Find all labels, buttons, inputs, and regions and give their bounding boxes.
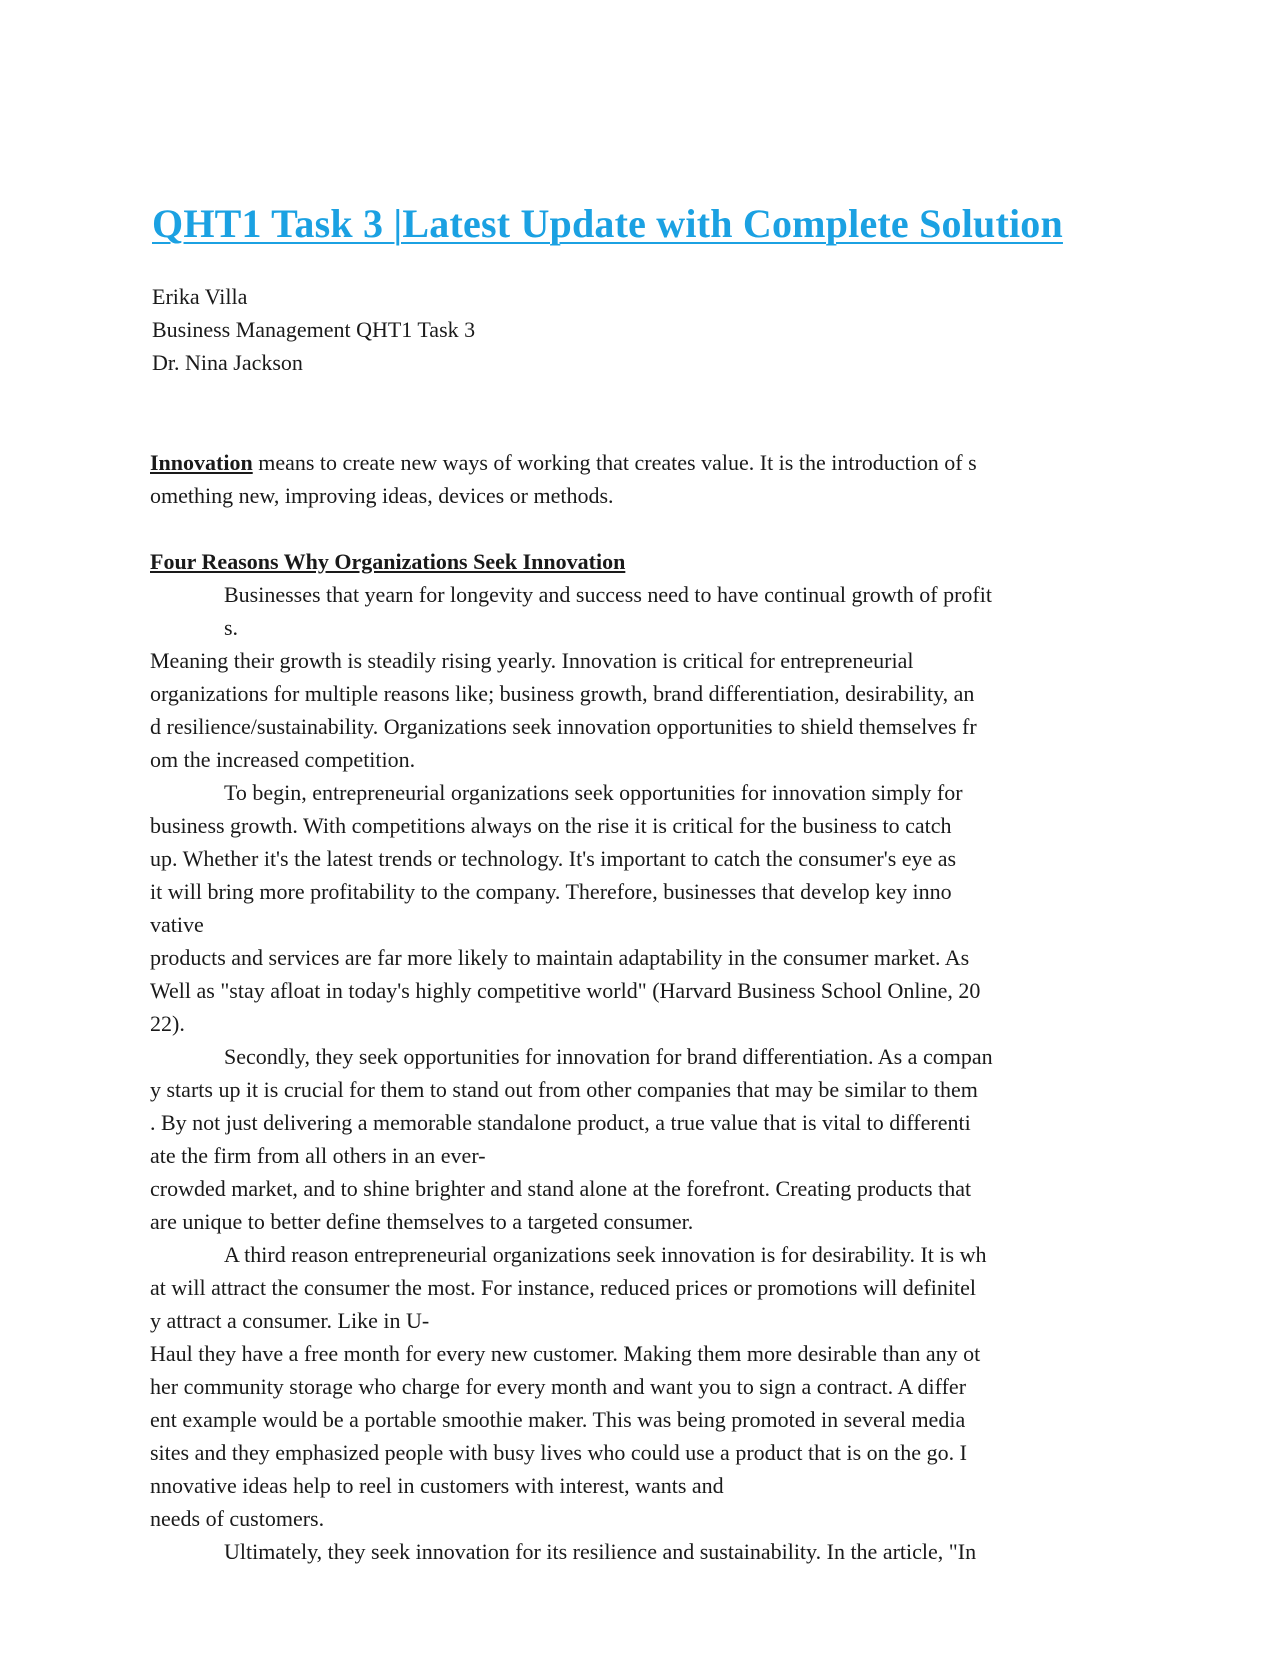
body-line: it will bring more profitability to the company. Therefore, businesses that develop key inno [150, 879, 952, 904]
body-line: 22). [150, 1011, 185, 1036]
document-title[interactable]: QHT1 Task 3 |Latest Update with Complete Solution [152, 201, 1063, 246]
body-line: To begin, entrepreneurial organizations seek opportunities for innovation simply for [224, 780, 963, 805]
spacer [150, 512, 1130, 545]
instructor-name: Dr. Nina Jackson [152, 350, 303, 375]
body-line: products and services are far more likely to maintain adaptability in the consumer market. As [150, 945, 970, 970]
body-line: A third reason entrepreneurial organizations seek innovation is for desirability. It is wh [224, 1242, 987, 1267]
body-line: organizations for multiple reasons like; business growth, brand differentiation, desirability, an [150, 681, 975, 706]
body-line: Secondly, they seek opportunities for innovation for brand differentiation. As a compan [224, 1044, 993, 1069]
body-line: . By not just delivering a memorable standalone product, a true value that is vital to differenti [150, 1110, 971, 1135]
intro-line [150, 446, 1130, 479]
body-line: Well as "stay afloat in today's highly competitive world" (Harvard Business School Online, 20 [150, 978, 981, 1003]
body-line: at will attract the consumer the most. For instance, reduced prices or promotions will definitel [150, 1275, 976, 1300]
body-line: y starts up it is crucial for them to stand out from other companies that may be similar to them [150, 1077, 978, 1102]
body-line: d resilience/sustainability. Organizations seek innovation opportunities to shield themselves fr [150, 714, 977, 739]
body-line: nnovative ideas help to reel in customers with interest, wants and [150, 1473, 724, 1498]
author-block [152, 280, 475, 379]
body-line: Meaning their growth is steadily rising yearly. Innovation is critical for entrepreneurial [150, 648, 914, 673]
body-line: Haul they have a free month for every new customer. Making them more desirable than any ot [150, 1341, 981, 1366]
body-line: crowded market, and to shine brighter and stand alone at the forefront. Creating products that [150, 1176, 972, 1201]
body-line: sites and they emphasized people with busy lives who could use a product that is on the go. I [150, 1440, 967, 1465]
section-heading-text: Four Reasons Why Organizations Seek Innovation [150, 549, 626, 574]
body-line: business growth. With competitions always on the rise it is critical for the business to catch [150, 813, 952, 838]
body-line: y attract a consumer. Like in U- [150, 1308, 430, 1333]
body-line: are unique to better define themselves to a targeted consumer. [150, 1209, 694, 1234]
body-line: Ultimately, they seek innovation for its resilience and sustainability. In the article, "In [224, 1539, 977, 1564]
body-line: om the increased competition. [150, 747, 416, 772]
body-line: up. Whether it's the latest trends or technology. It's important to catch the consumer's eye as [150, 846, 957, 871]
document-body [150, 446, 1130, 1568]
body-line: s. [224, 615, 239, 640]
body-line: her community storage who charge for every month and want you to sign a contract. A differ [150, 1374, 967, 1399]
author-name: Erika Villa [152, 284, 248, 309]
body-line: ate the firm from all others in an ever- [150, 1143, 486, 1168]
body-line: Businesses that yearn for longevity and success need to have continual growth of profit [224, 582, 992, 607]
course-name: Business Management QHT1 Task 3 [152, 317, 476, 342]
intro-line: omething new, improving ideas, devices or methods. [150, 483, 614, 508]
intro-text: means to create new ways of working that creates value. It is the introduction of s [252, 450, 977, 475]
section-heading [150, 545, 1130, 578]
body-line: ent example would be a portable smoothie maker. This was being promoted in several media [150, 1407, 966, 1432]
body-line: vative [150, 912, 204, 937]
body-line: needs of customers. [150, 1506, 325, 1531]
innovation-term: Innovation [150, 450, 253, 475]
